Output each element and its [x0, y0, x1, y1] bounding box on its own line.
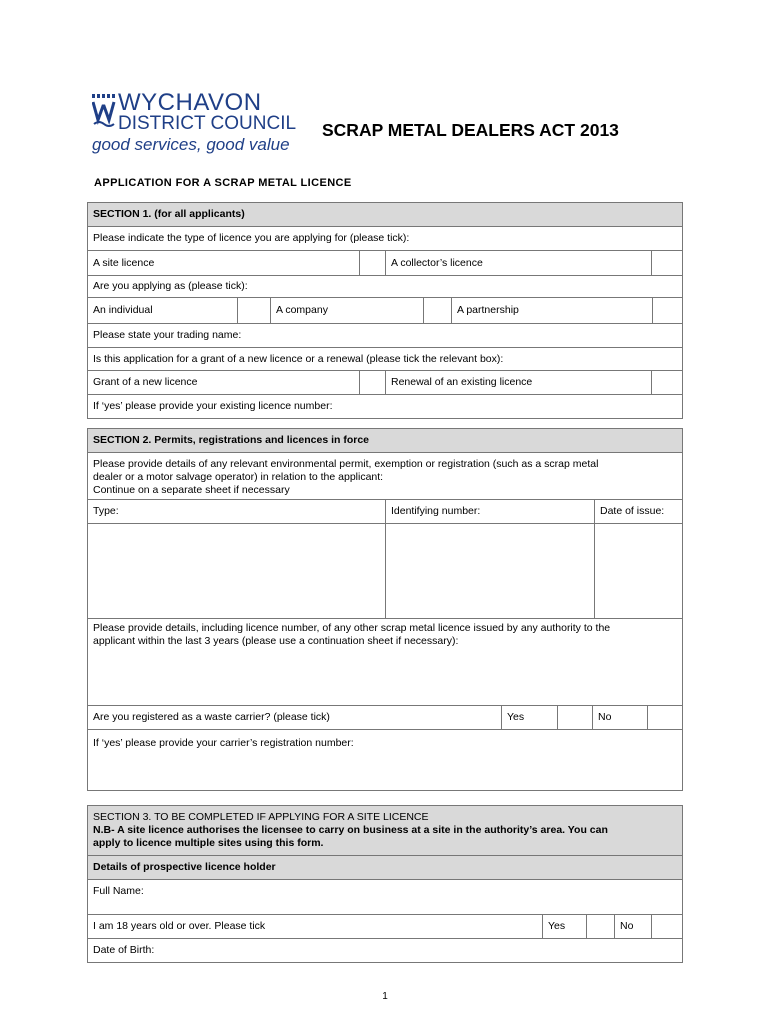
- details-heading: Details of prospective licence holder: [93, 861, 276, 873]
- waste-carrier-yes-label: Yes: [502, 706, 558, 729]
- age-yes-label: Yes: [543, 915, 587, 938]
- age-prompt: I am 18 years old or over. Please tick: [88, 915, 543, 938]
- permits-prompt-line2: dealer or a motor salvage operator) in relation to the applicant:: [93, 471, 384, 483]
- site-licence-checkbox[interactable]: [360, 251, 386, 275]
- date-of-birth-field[interactable]: Date of Birth:: [93, 944, 155, 956]
- waste-carrier-prompt: Are you registered as a waste carrier? (please tick): [88, 706, 502, 729]
- permits-prompt: [88, 453, 682, 499]
- other-licence-prompt-line1: Please provide details, including licence number, of any other scrap metal licence issued by any authority to the: [93, 622, 611, 634]
- section1-heading: SECTION 1. (for all applicants): [93, 208, 245, 220]
- company-label: A company: [271, 298, 424, 323]
- grant-label: Grant of a new licence: [88, 371, 360, 394]
- section3-note-line2: apply to licence multiple sites using this form.: [93, 837, 324, 849]
- section3-heading: SECTION 3. TO BE COMPLETED IF APPLYING FOR A SITE LICENCE: [93, 811, 429, 823]
- age-row: [88, 915, 682, 939]
- permits-prompt-line1: Please provide details of any relevant environmental permit, exemption or registration (such as a scrap metal: [93, 458, 599, 470]
- col-date-of-issue: Date of issue:: [600, 505, 665, 517]
- section1-heading-row: [88, 203, 682, 227]
- renewal-checkbox[interactable]: [652, 371, 682, 394]
- applying-as-prompt-row: [88, 276, 682, 298]
- full-name-field[interactable]: Full Name:: [93, 885, 144, 897]
- carrier-registration-number-field[interactable]: If ‘yes’ please provide your carrier’s registration number:: [93, 737, 354, 749]
- waste-carrier-row: [88, 706, 682, 730]
- partnership-checkbox[interactable]: [653, 298, 682, 323]
- applying-as-prompt: Are you applying as (please tick):: [93, 280, 248, 292]
- collectors-licence-checkbox[interactable]: [652, 251, 682, 275]
- section3-note-line1: N.B- A site licence authorises the licensee to carry on business at a site in the authority’s area. You can: [93, 824, 608, 836]
- page-number: 1: [382, 991, 388, 1002]
- applying-as-row: [88, 298, 682, 324]
- trading-name-field[interactable]: Please state your trading name:: [93, 329, 242, 341]
- individual-label: An individual: [88, 298, 238, 323]
- grant-renewal-row: [88, 371, 682, 395]
- council-crest-icon: [92, 94, 116, 130]
- site-licence-label: A site licence: [88, 251, 360, 275]
- logo-name-line1: WYCHAVON: [118, 89, 262, 116]
- partnership-label: A partnership: [452, 298, 653, 323]
- dob-row: [88, 939, 682, 963]
- logo-name-line2: DISTRICT COUNCIL: [118, 113, 297, 134]
- waste-carrier-no-checkbox[interactable]: [648, 706, 682, 729]
- grant-checkbox[interactable]: [360, 371, 386, 394]
- application-subtitle: APPLICATION FOR A SCRAP METAL LICENCE: [94, 177, 352, 189]
- grant-renewal-prompt: Is this application for a grant of a new licence or a renewal (please tick the relevant box):: [93, 353, 504, 365]
- existing-licence-number-field[interactable]: If ‘yes’ please provide your existing licence number:: [93, 400, 333, 412]
- grant-renewal-prompt-row: [88, 348, 682, 371]
- company-checkbox[interactable]: [424, 298, 452, 323]
- logo-tagline: good services, good value: [92, 135, 290, 154]
- section2-table: [87, 428, 683, 791]
- details-heading-row: [88, 856, 682, 880]
- full-name-row: [88, 880, 682, 915]
- col-type: Type:: [88, 500, 386, 523]
- age-yes-checkbox[interactable]: [587, 915, 615, 938]
- section2-heading-row: [88, 429, 682, 453]
- section3-heading-block: [88, 806, 682, 855]
- age-no-checkbox[interactable]: [652, 915, 682, 938]
- permits-prompt-line3: Continue on a separate sheet if necessary: [93, 484, 290, 496]
- waste-carrier-yes-checkbox[interactable]: [558, 706, 593, 729]
- section1-table: [87, 202, 683, 419]
- section3-table: [87, 805, 683, 963]
- age-no-label: No: [615, 915, 652, 938]
- licence-type-row: [88, 251, 682, 276]
- other-licence-field[interactable]: [88, 619, 682, 705]
- section2-heading: SECTION 2. Permits, registrations and licences in force: [93, 434, 370, 446]
- permit-date-of-issue-input[interactable]: [595, 524, 682, 618]
- licence-type-prompt: Please indicate the type of licence you are applying for (please tick):: [93, 232, 410, 244]
- renewal-label: Renewal of an existing licence: [386, 371, 652, 394]
- permits-entry-row: [88, 524, 682, 619]
- permit-type-input[interactable]: [88, 524, 386, 618]
- individual-checkbox[interactable]: [238, 298, 271, 323]
- licence-type-prompt-row: [88, 227, 682, 251]
- permit-identifying-number-input[interactable]: [386, 524, 595, 618]
- other-licence-prompt-line2: applicant within the last 3 years (please use a continuation sheet if necessary):: [93, 635, 459, 647]
- permits-header-row: [88, 500, 682, 524]
- waste-carrier-no-label: No: [593, 706, 648, 729]
- collectors-licence-label: A collector’s licence: [386, 251, 652, 275]
- existing-number-row: [88, 395, 682, 419]
- section3-heading-row: [88, 806, 682, 856]
- council-logo: [92, 89, 312, 158]
- document-title: SCRAP METAL DEALERS ACT 2013: [322, 120, 619, 140]
- other-licence-row: [88, 619, 682, 706]
- col-identifying-number: Identifying number:: [386, 500, 595, 523]
- trading-name-row: [88, 324, 682, 348]
- carrier-number-row: [88, 730, 682, 791]
- permits-prompt-row: [88, 453, 682, 500]
